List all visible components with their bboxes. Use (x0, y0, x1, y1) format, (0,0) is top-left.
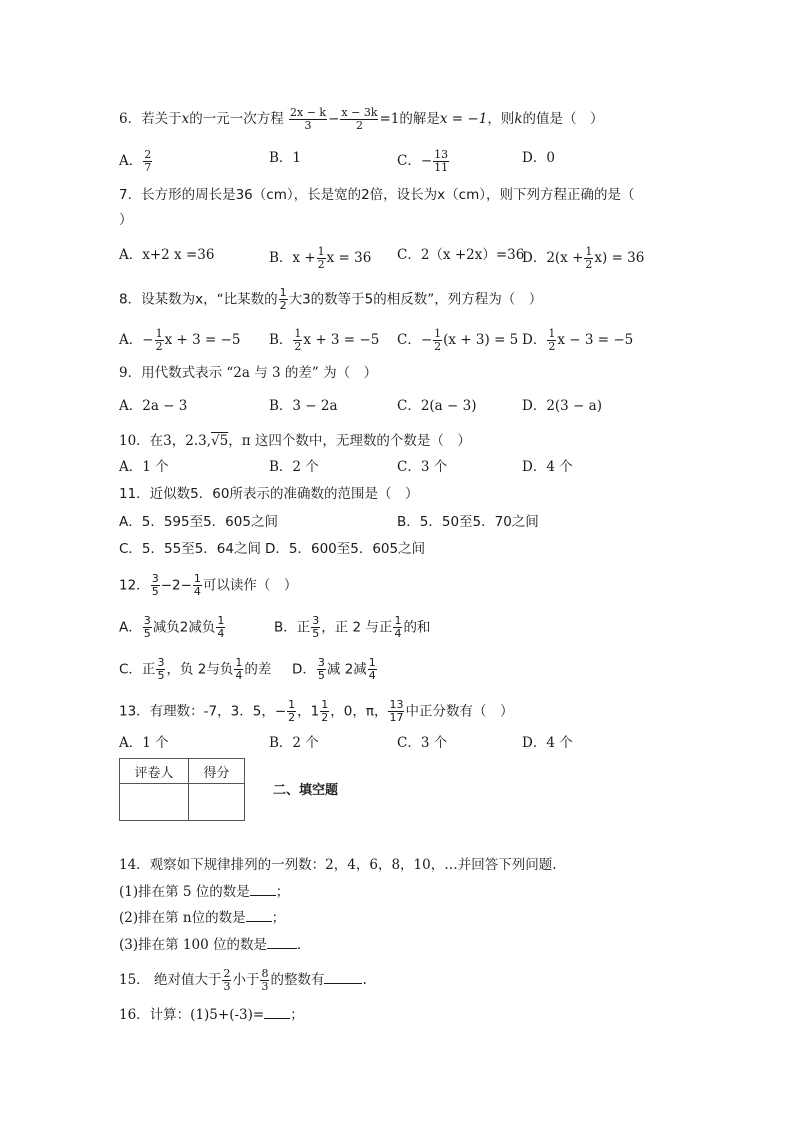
option-d[interactable]: D．4 个 (522, 735, 573, 751)
grader-header: 评卷人 (120, 759, 189, 784)
option-d[interactable]: D．2(x + $\frac{1}{2}$ x) = 36 (522, 245, 645, 271)
option-c[interactable]: C．− $\frac{13}{11}$ (397, 148, 449, 174)
question-10: 10．在3，2.3,√5，π 这四个数中，无理数的个数是（ ） (119, 433, 471, 449)
option-d[interactable]: D．0 (522, 150, 555, 166)
option-b[interactable]: B．x + $\frac{1}{2}$ x = 36 (269, 245, 372, 271)
option-c[interactable]: C．− $\frac{1}{2}$ (x + 3) = 5 (397, 327, 519, 353)
question-8: 8．设某数为x，“比某数的 $\frac{1}{2}$ 大3的数等于5的相反数”，列方程为（ ） (119, 286, 543, 312)
option-b[interactable]: B．2 个 (269, 735, 319, 751)
option-c[interactable]: C．2（x +2x）=36 (397, 247, 525, 263)
option-c[interactable]: C．5．55至5．64之间 (119, 541, 261, 557)
section-title: 二、填空题 (273, 783, 339, 798)
question-14: 14．观察如下规律排列的一列数：2，4，6，8，10，…并回答下列问题. (119, 857, 557, 873)
question-12: 12． $\frac{3}{5}$ −2− $\frac{1}{4}$ 可以读作（ ） (119, 572, 298, 598)
answer-blank[interactable] (250, 883, 276, 896)
option-a[interactable]: A． $\frac{3}{5}$ 减负2减负 $\frac{1}{4}$ (119, 614, 225, 640)
question-7: 7．长方形的周长是36（cm），长是宽的2倍，设长为x（cm），则下列方程正确的是（ (119, 187, 635, 203)
answer-blank[interactable] (246, 909, 272, 922)
option-d[interactable]: D．2(3 − a) (522, 398, 602, 414)
answer-blank[interactable] (267, 936, 297, 949)
sqrt-five: √5 (211, 433, 229, 449)
option-b[interactable]: B．3 − 2a (269, 398, 338, 414)
option-a[interactable]: A．5．595至5．605之间 (119, 514, 278, 530)
option-c[interactable]: C．3 个 (397, 735, 448, 751)
question-15: 15． 绝对值大于 $\frac{2}{3}$ 小于 $\frac{8}{3}$ 的整数有 . (119, 967, 367, 993)
option-d[interactable]: D． $\frac{1}{2}$ x − 3 = −5 (522, 327, 634, 353)
option-a[interactable]: A．− $\frac{1}{2}$ x + 3 = −5 (119, 327, 241, 353)
option-d[interactable]: D． $\frac{3}{5}$ 减 2减 $\frac{1}{4}$ (292, 656, 376, 682)
option-b[interactable]: B．1 (269, 150, 302, 166)
sub-question-1: (1)排在第 5 位的数是 ； (119, 884, 290, 900)
option-a[interactable]: A．2a − 3 (119, 398, 188, 414)
sub-question-2: (2)排在第 n位的数是 ； (119, 910, 286, 926)
fraction: $\frac{2x - k}{3}$ (290, 106, 327, 132)
score-cell[interactable] (189, 784, 245, 821)
option-c[interactable]: C．2(a − 3) (397, 398, 477, 414)
question-9: 9．用代数式表示 “2a 与 3 的差” 为（ ） (119, 365, 378, 381)
option-b[interactable]: B．正 $\frac{3}{5}$ ，正 2 与正 $\frac{1}{4}$ 的和 (274, 614, 431, 640)
option-b[interactable]: B．2 个 (269, 459, 319, 475)
question-7-cont: ） (119, 212, 133, 228)
sub-question-3: (3)排在第 100 位的数是 ． (119, 937, 311, 953)
option-b[interactable]: B．5．50至5．70之间 (397, 514, 539, 530)
grader-cell[interactable] (120, 784, 189, 821)
option-a[interactable]: A．1 个 (119, 459, 169, 475)
option-a[interactable]: A． $\frac{2}{7}$ (119, 148, 152, 174)
question-13: 13．有理数：-7，3．5，− $\frac{1}{2}$ ，1 $\frac{1}{2}$ ，0，π， $\frac{13}{17}$ 中正分数有（ ） (119, 698, 514, 724)
option-b[interactable]: B． $\frac{1}{2}$ x + 3 = −5 (269, 327, 380, 353)
answer-blank[interactable] (264, 1006, 290, 1019)
option-d[interactable]: D．4 个 (522, 459, 573, 475)
option-a[interactable]: A．1 个 (119, 735, 169, 751)
fraction: $\frac{x - 3k}{2}$ (341, 106, 378, 132)
option-c[interactable]: C．正 $\frac{3}{5}$ ，负 2与负 $\frac{1}{4}$ 的差 (119, 656, 272, 682)
option-d[interactable]: D．5．600至5．605之间 (265, 541, 426, 557)
question-6: 6．若关于x的一元一次方程 $\frac{2x - k}{3}$ − $\frac{x - 3k}{2}$ =1的解是x = −1，则k的值是（ ） (119, 106, 604, 132)
score-table (119, 758, 245, 821)
question-11: 11．近似数5．60所表示的准确数的范围是（ ） (119, 486, 419, 502)
option-c[interactable]: C．3 个 (397, 459, 448, 475)
question-16: 16．计算：(1)5+(-3)= ； (119, 1007, 304, 1023)
answer-blank[interactable] (324, 971, 362, 984)
score-header: 得分 (189, 759, 245, 784)
option-a[interactable]: A．x+2 x =36 (119, 247, 215, 263)
